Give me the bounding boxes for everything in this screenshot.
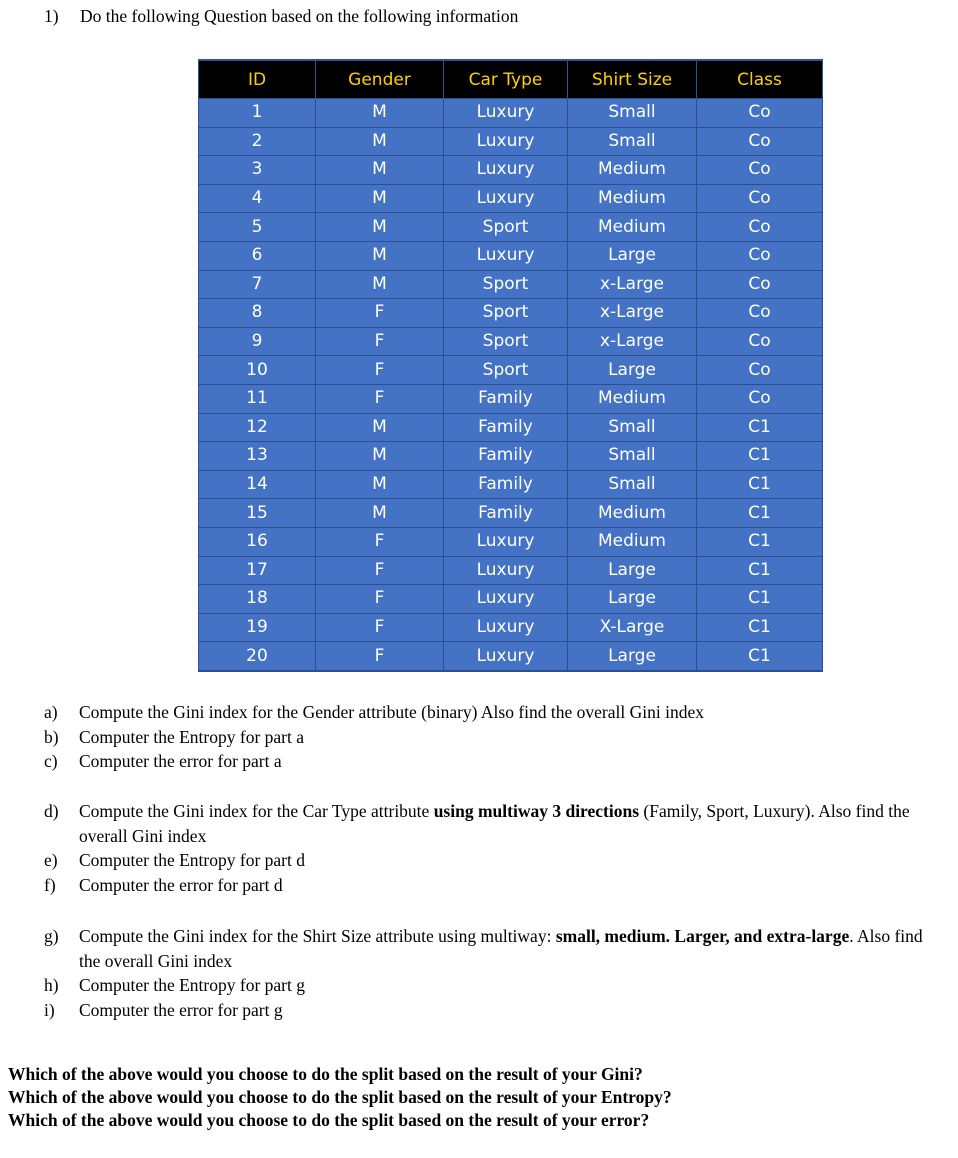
part-c (44, 749, 704, 774)
part-label: e) (44, 850, 58, 871)
cell-gender: F (316, 327, 444, 356)
part-e (44, 848, 939, 873)
cell-class: Co (697, 156, 823, 185)
cell-shirt-size: Small (568, 470, 697, 499)
cell-shirt-size: x-Large (568, 299, 697, 328)
cell-gender: F (316, 527, 444, 556)
cell-class: Co (697, 241, 823, 270)
cell-car-type: Luxury (444, 184, 568, 213)
cell-class: C1 (697, 613, 823, 642)
part-g (44, 924, 934, 973)
cell-car-type: Family (444, 442, 568, 471)
cell-class: C1 (697, 527, 823, 556)
cell-id: 11 (199, 384, 316, 413)
cell-gender: M (316, 213, 444, 242)
final-question-entropy: Which of the above would you choose to do the split based on the result of your Entropy? (8, 1087, 672, 1107)
cell-gender: M (316, 156, 444, 185)
parts-group-gender (44, 700, 704, 774)
cell-gender: F (316, 642, 444, 671)
table-row (199, 327, 823, 356)
cell-id: 6 (199, 241, 316, 270)
cell-class: C1 (697, 470, 823, 499)
part-label: g) (44, 926, 59, 946)
cell-shirt-size: Large (568, 642, 697, 671)
cell-shirt-size: Large (568, 356, 697, 385)
cell-class: C1 (697, 556, 823, 585)
table-row (199, 213, 823, 242)
cell-shirt-size: x-Large (568, 327, 697, 356)
table-row (199, 413, 823, 442)
cell-car-type: Luxury (444, 527, 568, 556)
table-row (199, 527, 823, 556)
part-text: Computer the Entropy for part a (79, 726, 305, 747)
cell-gender: F (316, 384, 444, 413)
cell-id: 19 (199, 613, 316, 642)
cell-shirt-size: Large (568, 241, 697, 270)
cell-id: 3 (199, 156, 316, 185)
parts-group-car-type (44, 799, 939, 898)
part-text: Compute the Gini index for the Gender attribute (binary) Also find the overall Gini index (79, 702, 704, 722)
cell-class: C1 (697, 585, 823, 614)
cell-shirt-size: Medium (568, 499, 697, 528)
cell-gender: F (316, 613, 444, 642)
cell-class: Co (697, 384, 823, 413)
cell-car-type: Sport (444, 327, 568, 356)
cell-id: 4 (199, 184, 316, 213)
cell-class: Co (697, 213, 823, 242)
cell-class: C1 (697, 442, 823, 471)
cell-id: 10 (199, 356, 316, 385)
cell-id: 1 (199, 99, 316, 128)
cell-car-type: Luxury (444, 556, 568, 585)
header-class: Class (697, 60, 823, 99)
cell-id: 12 (199, 413, 316, 442)
cell-gender: M (316, 184, 444, 213)
question-text: Do the following Question based on the following information (80, 6, 519, 26)
table-row (199, 470, 823, 499)
final-question-error: Which of the above would you choose to do the split based on the result of your error? (8, 1110, 650, 1130)
header-car-type: Car Type (444, 60, 568, 99)
cell-car-type: Family (444, 384, 568, 413)
part-text: Computer the error for part a (79, 751, 282, 772)
cell-car-type: Luxury (444, 127, 568, 156)
part-label: c) (44, 751, 58, 772)
table-row (199, 299, 823, 328)
part-i (44, 998, 934, 1023)
cell-shirt-size: Small (568, 99, 697, 128)
cell-gender: M (316, 127, 444, 156)
cell-class: Co (697, 184, 823, 213)
part-text: Computer the Entropy for part g (79, 975, 305, 996)
cell-id: 20 (199, 642, 316, 671)
cell-car-type: Luxury (444, 642, 568, 671)
cell-shirt-size: Large (568, 556, 697, 585)
part-b (44, 725, 704, 750)
question-heading (44, 6, 518, 27)
cell-class: Co (697, 299, 823, 328)
table-row (199, 184, 823, 213)
cell-id: 17 (199, 556, 316, 585)
cell-id: 7 (199, 270, 316, 299)
cell-class: C1 (697, 499, 823, 528)
cell-shirt-size: X-Large (568, 613, 697, 642)
cell-gender: M (316, 99, 444, 128)
part-label: f) (44, 875, 56, 896)
cell-gender: F (316, 299, 444, 328)
cell-car-type: Family (444, 499, 568, 528)
cell-gender: M (316, 241, 444, 270)
cell-car-type: Sport (444, 299, 568, 328)
table-row (199, 270, 823, 299)
table-row (199, 384, 823, 413)
parts-group-shirt-size (44, 924, 934, 1023)
cell-shirt-size: Medium (568, 213, 697, 242)
part-label: d) (44, 801, 59, 821)
question-number: 1) (44, 6, 59, 26)
cell-car-type: Luxury (444, 241, 568, 270)
cell-shirt-size: Small (568, 442, 697, 471)
cell-id: 9 (199, 327, 316, 356)
table-row (199, 499, 823, 528)
cell-class: C1 (697, 413, 823, 442)
cell-id: 15 (199, 499, 316, 528)
cell-car-type: Luxury (444, 613, 568, 642)
part-label: b) (44, 726, 59, 747)
cell-car-type: Family (444, 413, 568, 442)
cell-gender: M (316, 413, 444, 442)
table-row (199, 442, 823, 471)
header-id: ID (199, 60, 316, 99)
cell-id: 14 (199, 470, 316, 499)
cell-id: 13 (199, 442, 316, 471)
table-header-row (199, 60, 823, 99)
cell-shirt-size: Medium (568, 384, 697, 413)
cell-car-type: Sport (444, 356, 568, 385)
cell-shirt-size: Medium (568, 156, 697, 185)
cell-id: 18 (199, 585, 316, 614)
table-row (199, 356, 823, 385)
header-shirt-size: Shirt Size (568, 60, 697, 99)
cell-id: 2 (199, 127, 316, 156)
cell-shirt-size: Small (568, 127, 697, 156)
cell-class: Co (697, 270, 823, 299)
final-question-gini: Which of the above would you choose to do the split based on the result of your Gini? (8, 1064, 643, 1084)
cell-shirt-size: Large (568, 585, 697, 614)
cell-class: Co (697, 327, 823, 356)
part-text: Compute the Gini index for the Car Type attribute using multiway 3 directions (Family, Sport, Luxury). Also find the overall Gini index (79, 801, 910, 846)
table-row (199, 156, 823, 185)
table-row (199, 127, 823, 156)
cell-car-type: Luxury (444, 585, 568, 614)
part-text: Computer the Entropy for part d (79, 850, 305, 871)
data-table (198, 59, 823, 672)
table-row (199, 556, 823, 585)
part-label: a) (44, 702, 58, 722)
cell-car-type: Luxury (444, 99, 568, 128)
part-d (44, 799, 939, 848)
part-label: h) (44, 975, 59, 996)
header-gender: Gender (316, 60, 444, 99)
cell-shirt-size: Medium (568, 527, 697, 556)
cell-shirt-size: Medium (568, 184, 697, 213)
cell-gender: F (316, 585, 444, 614)
cell-car-type: Sport (444, 213, 568, 242)
part-f (44, 873, 939, 898)
part-text: Computer the error for part g (79, 1000, 283, 1021)
cell-class: Co (697, 99, 823, 128)
cell-gender: M (316, 470, 444, 499)
cell-id: 16 (199, 527, 316, 556)
cell-car-type: Sport (444, 270, 568, 299)
table-row (199, 99, 823, 128)
part-text: Compute the Gini index for the Shirt Size attribute using multiway: small, medium. Larger, and extra-large. Also find the overall Gini index (79, 926, 923, 971)
cell-gender: F (316, 356, 444, 385)
cell-class: Co (697, 127, 823, 156)
cell-gender: M (316, 270, 444, 299)
table-body (199, 99, 823, 671)
cell-class: C1 (697, 642, 823, 671)
table-row (199, 613, 823, 642)
cell-id: 8 (199, 299, 316, 328)
part-label: i) (44, 1000, 55, 1021)
cell-class: Co (697, 356, 823, 385)
cell-gender: M (316, 442, 444, 471)
part-text: Computer the error for part d (79, 875, 283, 896)
final-questions (8, 1063, 672, 1132)
cell-gender: M (316, 499, 444, 528)
cell-id: 5 (199, 213, 316, 242)
table-row (199, 585, 823, 614)
cell-shirt-size: Small (568, 413, 697, 442)
table-row (199, 241, 823, 270)
cell-car-type: Family (444, 470, 568, 499)
cell-car-type: Luxury (444, 156, 568, 185)
cell-gender: F (316, 556, 444, 585)
cell-shirt-size: x-Large (568, 270, 697, 299)
table-row (199, 642, 823, 671)
part-h (44, 973, 934, 998)
part-a (44, 700, 704, 725)
